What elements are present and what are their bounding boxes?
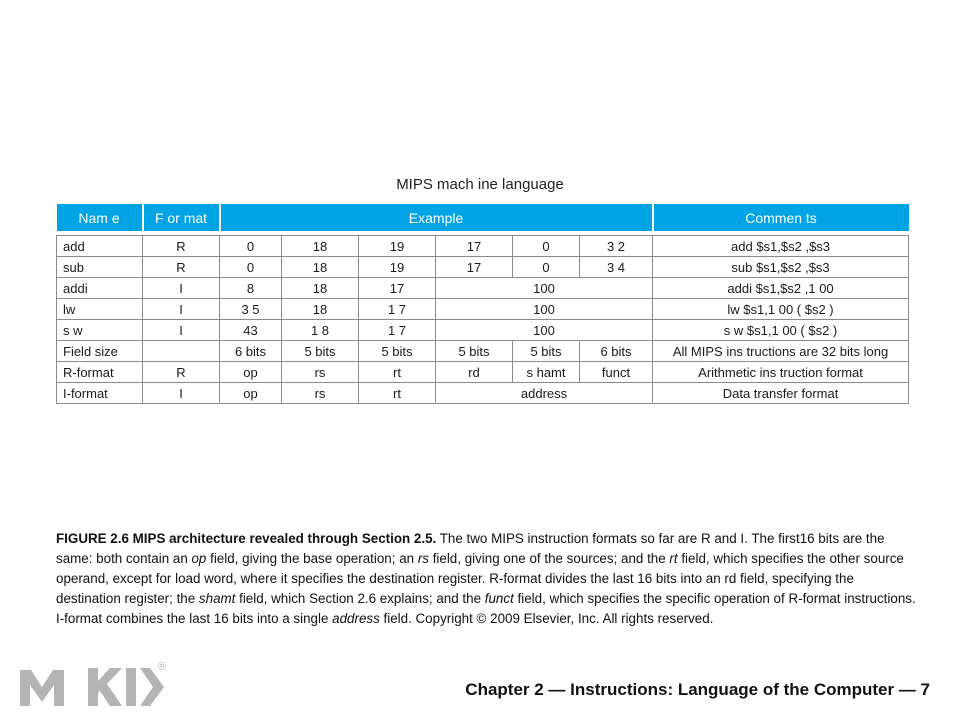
cell-immediate: address bbox=[436, 383, 653, 404]
cell-name: Field size bbox=[57, 341, 143, 362]
caption-term-shamt: shamt bbox=[198, 591, 236, 606]
cell-field: rs bbox=[282, 383, 359, 404]
table-row bbox=[57, 257, 909, 278]
registered-mark: ® bbox=[158, 661, 167, 673]
caption-term-rt: rt bbox=[669, 551, 678, 566]
cell-field: 0 bbox=[220, 236, 282, 257]
cell-field: 43 bbox=[220, 320, 282, 341]
cell-field: 8 bbox=[220, 278, 282, 299]
cell-field: 1 7 bbox=[359, 299, 436, 320]
cell-field: 3 2 bbox=[580, 236, 653, 257]
cell-format: I bbox=[143, 383, 220, 404]
cell-comment: All MIPS ins tructions are 32 bits long bbox=[653, 341, 909, 362]
cell-name: s w bbox=[57, 320, 143, 341]
cell-comment: addi $s1,$s2 ,1 00 bbox=[653, 278, 909, 299]
caption-text: field. Copyright © 2009 Elsevier, Inc. All rights reserved. bbox=[379, 611, 714, 626]
cell-field: 1 8 bbox=[282, 320, 359, 341]
caption-text: The two MIPS instruction formats so far are R and I. The first16 bits are the same: both contain an bbox=[56, 531, 885, 566]
cell-field: 5 bits bbox=[282, 341, 359, 362]
cell-field: 1 7 bbox=[359, 320, 436, 341]
cell-name: sub bbox=[57, 257, 143, 278]
cell-comment: lw $s1,1 00 ( $s2 ) bbox=[653, 299, 909, 320]
table-row bbox=[57, 362, 909, 383]
caption-term-address: address bbox=[332, 611, 380, 626]
cell-immediate: 100 bbox=[436, 278, 653, 299]
cell-name: lw bbox=[57, 299, 143, 320]
cell-field: 3 4 bbox=[580, 257, 653, 278]
cell-field: 18 bbox=[282, 236, 359, 257]
cell-field: 0 bbox=[513, 257, 580, 278]
header-name: Nam e bbox=[57, 204, 143, 231]
caption-text: field, which Section 2.6 explains; and the bbox=[235, 591, 485, 606]
cell-format: R bbox=[143, 362, 220, 383]
header-format: F or mat bbox=[143, 204, 220, 231]
mk-logo-mark-icon bbox=[20, 668, 164, 706]
table-row bbox=[57, 236, 909, 257]
table-row bbox=[57, 299, 909, 320]
cell-field: 18 bbox=[282, 299, 359, 320]
caption-text: field, which specifies the specific operation of R-format instructions. I-format combines the last 16 bits into a single bbox=[56, 591, 916, 626]
cell-format: I bbox=[143, 320, 220, 341]
cell-comment: Arithmetic ins truction format bbox=[653, 362, 909, 383]
cell-format: R bbox=[143, 236, 220, 257]
cell-field: 0 bbox=[513, 236, 580, 257]
cell-field: rd bbox=[436, 362, 513, 383]
cell-name: I-format bbox=[57, 383, 143, 404]
caption-text: field, which specifies the other source operand, except for load word, where it specifies the destination register. R-format divides the last 16 bits into an rd field, specifying the destination register; the bbox=[56, 551, 904, 606]
caption-term-op: op bbox=[191, 551, 207, 566]
cell-name: addi bbox=[57, 278, 143, 299]
cell-field: 19 bbox=[359, 257, 436, 278]
cell-field: s hamt bbox=[513, 362, 580, 383]
cell-name: R-format bbox=[57, 362, 143, 383]
cell-format: R bbox=[143, 257, 220, 278]
cell-format: I bbox=[143, 299, 220, 320]
cell-field: 17 bbox=[436, 257, 513, 278]
table-row bbox=[57, 383, 909, 404]
mips-machine-language-table bbox=[56, 204, 909, 404]
cell-field: 5 bits bbox=[436, 341, 513, 362]
cell-format bbox=[143, 341, 220, 362]
cell-format: I bbox=[143, 278, 220, 299]
cell-field: 18 bbox=[282, 257, 359, 278]
cell-field: funct bbox=[580, 362, 653, 383]
cell-comment: sub $s1,$s2 ,$s3 bbox=[653, 257, 909, 278]
cell-immediate: 100 bbox=[436, 320, 653, 341]
cell-field: rt bbox=[359, 362, 436, 383]
cell-field: 17 bbox=[359, 278, 436, 299]
cell-field: 18 bbox=[282, 278, 359, 299]
cell-field: 5 bits bbox=[513, 341, 580, 362]
cell-field: 0 bbox=[220, 257, 282, 278]
caption-term-funct: funct bbox=[484, 591, 514, 606]
table-row bbox=[57, 341, 909, 362]
cell-field: op bbox=[220, 383, 282, 404]
table-row bbox=[57, 320, 909, 341]
table-header-row bbox=[57, 204, 909, 231]
cell-field: 5 bits bbox=[359, 341, 436, 362]
cell-field: 3 5 bbox=[220, 299, 282, 320]
cell-field: rs bbox=[282, 362, 359, 383]
cell-field: 6 bits bbox=[580, 341, 653, 362]
footer-chapter-title: Chapter 2 — Instructions: Language of the Computer — 7 bbox=[465, 680, 930, 699]
cell-field: rt bbox=[359, 383, 436, 404]
figure-caption bbox=[56, 529, 918, 629]
cell-field: 17 bbox=[436, 236, 513, 257]
cell-name: add bbox=[57, 236, 143, 257]
cell-field: 6 bits bbox=[220, 341, 282, 362]
table-row bbox=[57, 278, 909, 299]
cell-comment: Data transfer format bbox=[653, 383, 909, 404]
cell-comment: add $s1,$s2 ,$s3 bbox=[653, 236, 909, 257]
cell-immediate: 100 bbox=[436, 299, 653, 320]
table-title: MIPS mach ine language bbox=[396, 176, 564, 193]
caption-term-rs: rs bbox=[417, 551, 429, 566]
cell-field: op bbox=[220, 362, 282, 383]
caption-text: field, giving the base operation; an bbox=[206, 551, 418, 566]
caption-label: FIGURE 2.6 MIPS architecture revealed through Section 2.5. bbox=[56, 531, 437, 546]
header-example: Example bbox=[220, 204, 653, 231]
header-comments: Commen ts bbox=[653, 204, 909, 231]
cell-field: 19 bbox=[359, 236, 436, 257]
mk-publisher-logo bbox=[18, 660, 168, 708]
cell-comment: s w $s1,1 00 ( $s2 ) bbox=[653, 320, 909, 341]
caption-text: field, giving one of the sources; and the bbox=[428, 551, 670, 566]
